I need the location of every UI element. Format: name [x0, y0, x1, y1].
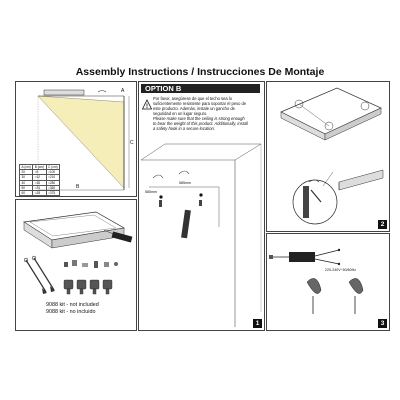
safety-note-spanish: Por favor, asegúrese de que el techo sea lo suficientemente resistente para soportar el peso de este producto. Además, instale un gancho de seguridad en un lugar seguro. — [153, 96, 247, 116]
driver-connection-illustration — [267, 234, 389, 330]
table-cell: ≈210 — [46, 175, 60, 180]
table-cell: ≈100 — [46, 170, 60, 175]
step-3-panel — [266, 233, 390, 331]
angle-label-a: A — [121, 88, 125, 94]
kit-parts-panel — [15, 199, 137, 331]
table-cell: 60 — [20, 190, 33, 195]
step-2-panel — [266, 81, 390, 232]
page-title: Assembly Instructions / Instrucciones De Montaje — [75, 66, 325, 78]
panel-corner-illustration — [267, 82, 389, 231]
table-cell: ≈9 — [33, 170, 46, 175]
table-header: A (cm) — [21, 165, 31, 170]
table-header: C (cm) — [48, 165, 58, 170]
table-header-row — [20, 165, 60, 170]
table-cell: ≈350 — [46, 185, 60, 190]
svg-text:!: ! — [146, 104, 148, 110]
option-b-panel — [138, 81, 265, 331]
table-cell: 30 — [20, 175, 33, 180]
ceiling-mount-illustration — [139, 82, 264, 330]
dimension-horizontal: 585mm — [179, 181, 191, 185]
table-cell: 40 — [20, 180, 33, 185]
angle-label-c: C — [130, 140, 134, 146]
table-cell: 50 — [20, 185, 33, 190]
kit-note-spanish: 9088 kit - no incluido — [46, 309, 96, 315]
table-cell: ≈280 — [46, 180, 60, 185]
dimension-table — [19, 164, 60, 196]
kit-note-english: 9088 kit - not included — [46, 302, 99, 308]
table-header: B (cm) — [34, 165, 45, 170]
driver-voltage-label: 220-240V~50/60Hz — [325, 268, 357, 272]
step-number-badge: 2 — [378, 220, 387, 229]
step-number-badge: 1 — [253, 319, 262, 328]
angle-label-b: B — [76, 184, 80, 190]
table-row — [20, 190, 60, 195]
option-b-header: OPTION B — [141, 84, 260, 93]
safety-note-english: Please make sure that the ceiling is strong enough to bear the weight of this product. Additionally, install a safety hook in a secure location. — [153, 116, 248, 131]
dimension-vertical: 585mm — [145, 190, 157, 194]
table-cell: ≈28 — [33, 190, 46, 195]
table-cell: ≈16 — [33, 180, 46, 185]
angle-diagram-panel — [15, 81, 137, 197]
table-cell: 20 — [20, 170, 33, 175]
kit-note — [46, 302, 99, 316]
table-cell: ≈375 — [46, 190, 60, 195]
table-cell: ≈24 — [33, 185, 46, 190]
step-number-badge: 3 — [378, 319, 387, 328]
table-cell: ≈12 — [33, 175, 46, 180]
